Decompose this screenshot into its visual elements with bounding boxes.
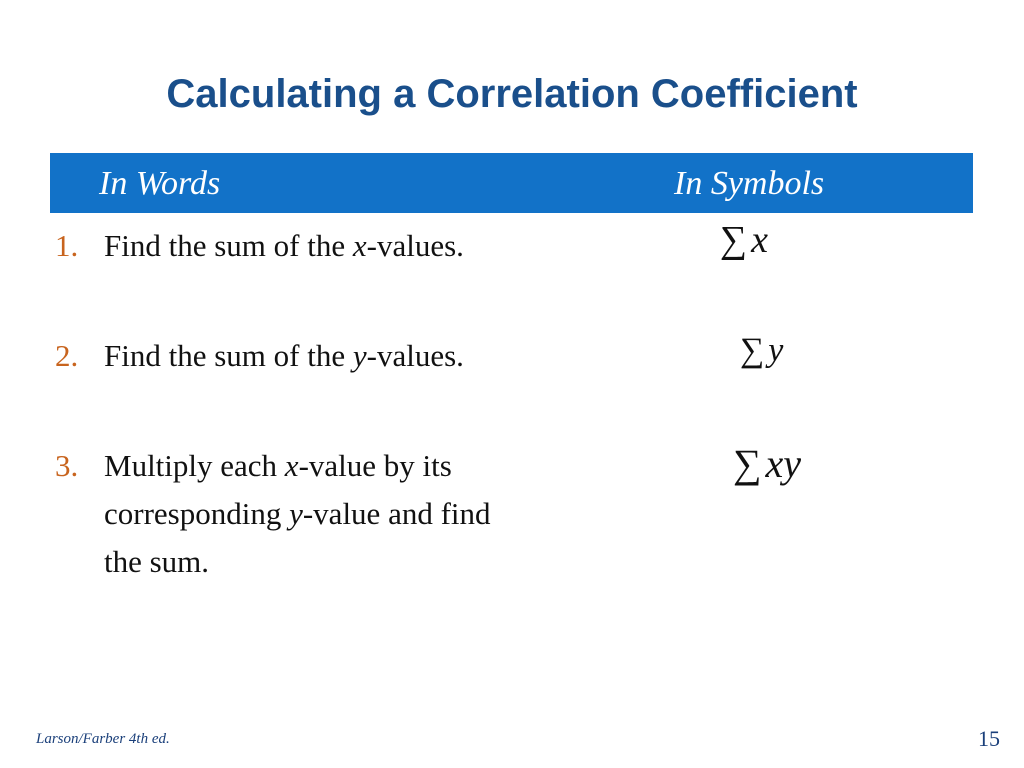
text-part-italic: y — [352, 338, 367, 373]
symbol-sum-x — [720, 218, 768, 262]
symbol-sum-xy — [733, 440, 801, 487]
header-in-symbols: In Symbols — [674, 165, 825, 202]
page-number: 15 — [978, 726, 1000, 751]
symbol-sum-y — [740, 332, 783, 370]
text-part-italic: x — [352, 228, 367, 263]
header-in-words: In Words — [99, 165, 221, 202]
text-part: -values. — [366, 338, 464, 373]
slide-title: Calculating a Correlation Coefficient — [166, 72, 858, 116]
sigma-symbol: ∑ — [733, 441, 762, 486]
sigma-symbol: ∑ — [740, 332, 765, 369]
symbol-variable: xy — [765, 441, 802, 486]
sigma-symbol: ∑ — [720, 219, 748, 261]
text-part: Multiply each — [104, 448, 285, 483]
text-part: -value and find the sum. — [104, 496, 491, 579]
symbol-variable: y — [768, 332, 784, 369]
table-header-band — [50, 153, 973, 213]
text-part: -values. — [366, 228, 464, 263]
step-number: 1. — [55, 228, 79, 263]
text-part: Find the sum of the — [104, 228, 353, 263]
symbol-variable: x — [751, 219, 768, 261]
step-text — [104, 442, 514, 586]
text-part: Find the sum of the — [104, 338, 353, 373]
text-part-italic: y — [289, 496, 303, 531]
step-text — [104, 222, 524, 270]
step-number: 2. — [55, 338, 79, 373]
step-number: 3. — [55, 448, 79, 483]
text-part-italic: x — [284, 448, 299, 483]
footer-source: Larson/Farber 4th ed. — [36, 731, 170, 747]
text-part: -value by its corresponding — [104, 448, 452, 531]
step-text — [104, 332, 524, 380]
